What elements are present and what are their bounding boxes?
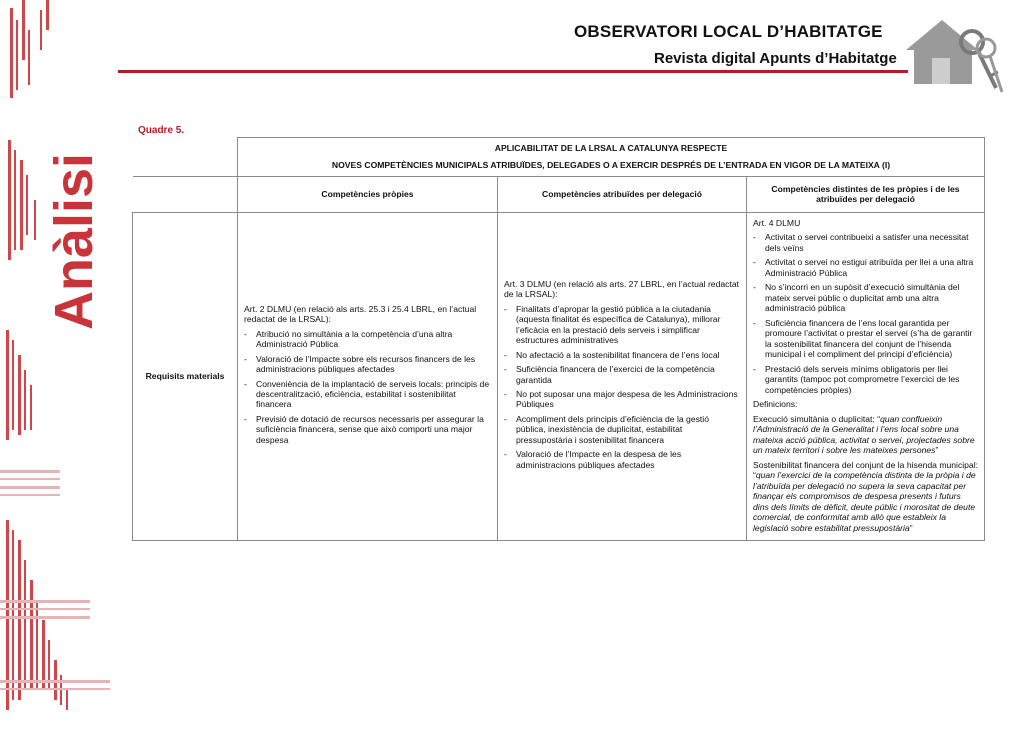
table-title bbox=[238, 138, 985, 177]
column-other-competencies bbox=[747, 212, 985, 540]
list-item: - Suficiència financera de l’ens local garantida per promoure l’activitat o prestar el servei (s’ha de garantir la sostenibilitat financera del conjunt de l’hisenda municipal i el compliment del principi d’eficiència) bbox=[753, 318, 978, 360]
list-item: - Suficiència financera de l’exercici de la competència garantida bbox=[504, 364, 740, 385]
column-own-competencies bbox=[238, 212, 498, 540]
definition-term: Sostenibilitat financera del conjunt de la hisenda municipal: “ bbox=[753, 459, 979, 481]
definition-duplicity bbox=[753, 414, 978, 456]
definition-text: quan l’exercici de la competència distinta de la pròpia i de l’atribuïda per delegació no supera la seva capacitat per finançar els compromisos de despesa presents i futurs dins dels límits de dèficit, deute públic i morositat de deute comercial, de conformitat amb allò que estableix la legislació sobre estabilitat pressupostària bbox=[753, 470, 976, 533]
list-item: - No s’incorri en un supòsit d’execució simultània del mateix servei públic o duplicitat amb una altra administració pública bbox=[753, 282, 978, 313]
house-keys-icon bbox=[902, 14, 1006, 98]
requirements-list bbox=[244, 329, 491, 446]
table-caption: Quadre 5. bbox=[138, 125, 185, 136]
empty-corner-cell bbox=[133, 176, 238, 212]
cell-intro: Art. 2 DLMU (en relació als arts. 25.3 i 25.4 LBRL, en l’actual redactat de la LRSAL): bbox=[244, 303, 477, 325]
list-item: - Valoració de l’Impacte sobre els recursos financers de les administracions públiques afectades bbox=[244, 354, 491, 375]
cell-intro: Art. 3 DLMU (en relació als arts. 27 LBRL, en l’actual redactat de la LRSAL): bbox=[504, 278, 740, 300]
requirements-list bbox=[753, 232, 978, 395]
list-item: - Acompliment dels principis d’eficiència de la gestió pública, inexistència de duplicitat, estabilitat pressupostària i sostenibilitat financera bbox=[504, 414, 740, 445]
list-item: - Valoració de l’Impacte en la despesa de les administracions públiques afectades bbox=[504, 449, 740, 470]
row-label: Requisits materials bbox=[133, 212, 238, 540]
table-title-line1: APLICABILITAT DE LA LRSAL A CATALUNYA RESPECTE bbox=[494, 143, 728, 153]
empty-corner-cell bbox=[133, 138, 238, 177]
list-item: - Conveniència de la implantació de serveis locals: principis de descentralització, eficiència, estabilitat i sostenibilitat financera bbox=[244, 379, 491, 410]
list-item: - Activitat o servei no estigui atribuïda per llei a una altra Administració Pública bbox=[753, 257, 978, 278]
sidebar-decoration bbox=[0, 0, 112, 732]
list-item: - No afectació a la sostenibilitat financera de l’ens local bbox=[504, 350, 740, 360]
list-item: - Finalitats d’apropar la gestió pública a la ciutadania (aquesta finalitat és específica de Catalunya), millorar l’eficàcia en la prestació dels serveis i simplificar estructures administratives bbox=[504, 304, 740, 346]
header-subtitle: Revista digital Apunts d’Habitatge bbox=[654, 50, 897, 67]
definition-sustainability bbox=[753, 460, 978, 533]
definition-text: quan conflueixin l’Administració de la Generalitat i l’ens local sobre una mateixa acció pública, activitat o servei, projectades sobre un mateix territori i sobre les mateixes persones bbox=[753, 413, 975, 456]
column-header: Competències pròpies bbox=[238, 176, 498, 212]
definition-end: ” bbox=[909, 522, 913, 533]
list-item: - Atribució no simultània a la competència d’una altra Administració Pública bbox=[244, 329, 491, 350]
column-header: Competències distintes de les pròpies i de les atribuïdes per delegació bbox=[747, 176, 985, 212]
list-item: - Activitat o servei contribueixi a satisfer una necessitat dels veïns bbox=[753, 232, 978, 253]
column-delegated-competencies bbox=[498, 212, 747, 540]
header-title: OBSERVATORI LOCAL D’HABITATGE bbox=[574, 22, 883, 41]
competencies-table bbox=[132, 137, 985, 541]
list-item: - Previsió de dotació de recursos necessaris per assegurar la suficiència financera, sense que això comporti una major despesa bbox=[244, 414, 491, 445]
table-title-line2: NOVES COMPETÈNCIES MUNICIPALS ATRIBUÏDES, DELEGADES O A EXERCIR DESPRÉS DE L’ENTRADA EN VIGOR DE LA MATEIXA (I) bbox=[331, 160, 891, 171]
column-header: Competències atribuïdes per delegació bbox=[498, 176, 747, 212]
requirements-list bbox=[504, 304, 740, 471]
list-item: - Prestació dels serveis mínims obligatoris per llei garantits (tampoc pot comprometre l’exercici de les competències pròpies) bbox=[753, 364, 978, 395]
side-label: Anàlisi bbox=[44, 152, 104, 330]
header-divider bbox=[118, 70, 908, 73]
definition-end: ” bbox=[935, 445, 939, 456]
cell-intro: Art. 4 DLMU bbox=[753, 217, 801, 228]
definitions-label: Definicions: bbox=[753, 399, 798, 410]
definition-term: Execució simultània o duplicitat: “ bbox=[753, 413, 881, 424]
list-item: - No pot suposar una major despesa de les Administracions Públiques bbox=[504, 389, 740, 410]
